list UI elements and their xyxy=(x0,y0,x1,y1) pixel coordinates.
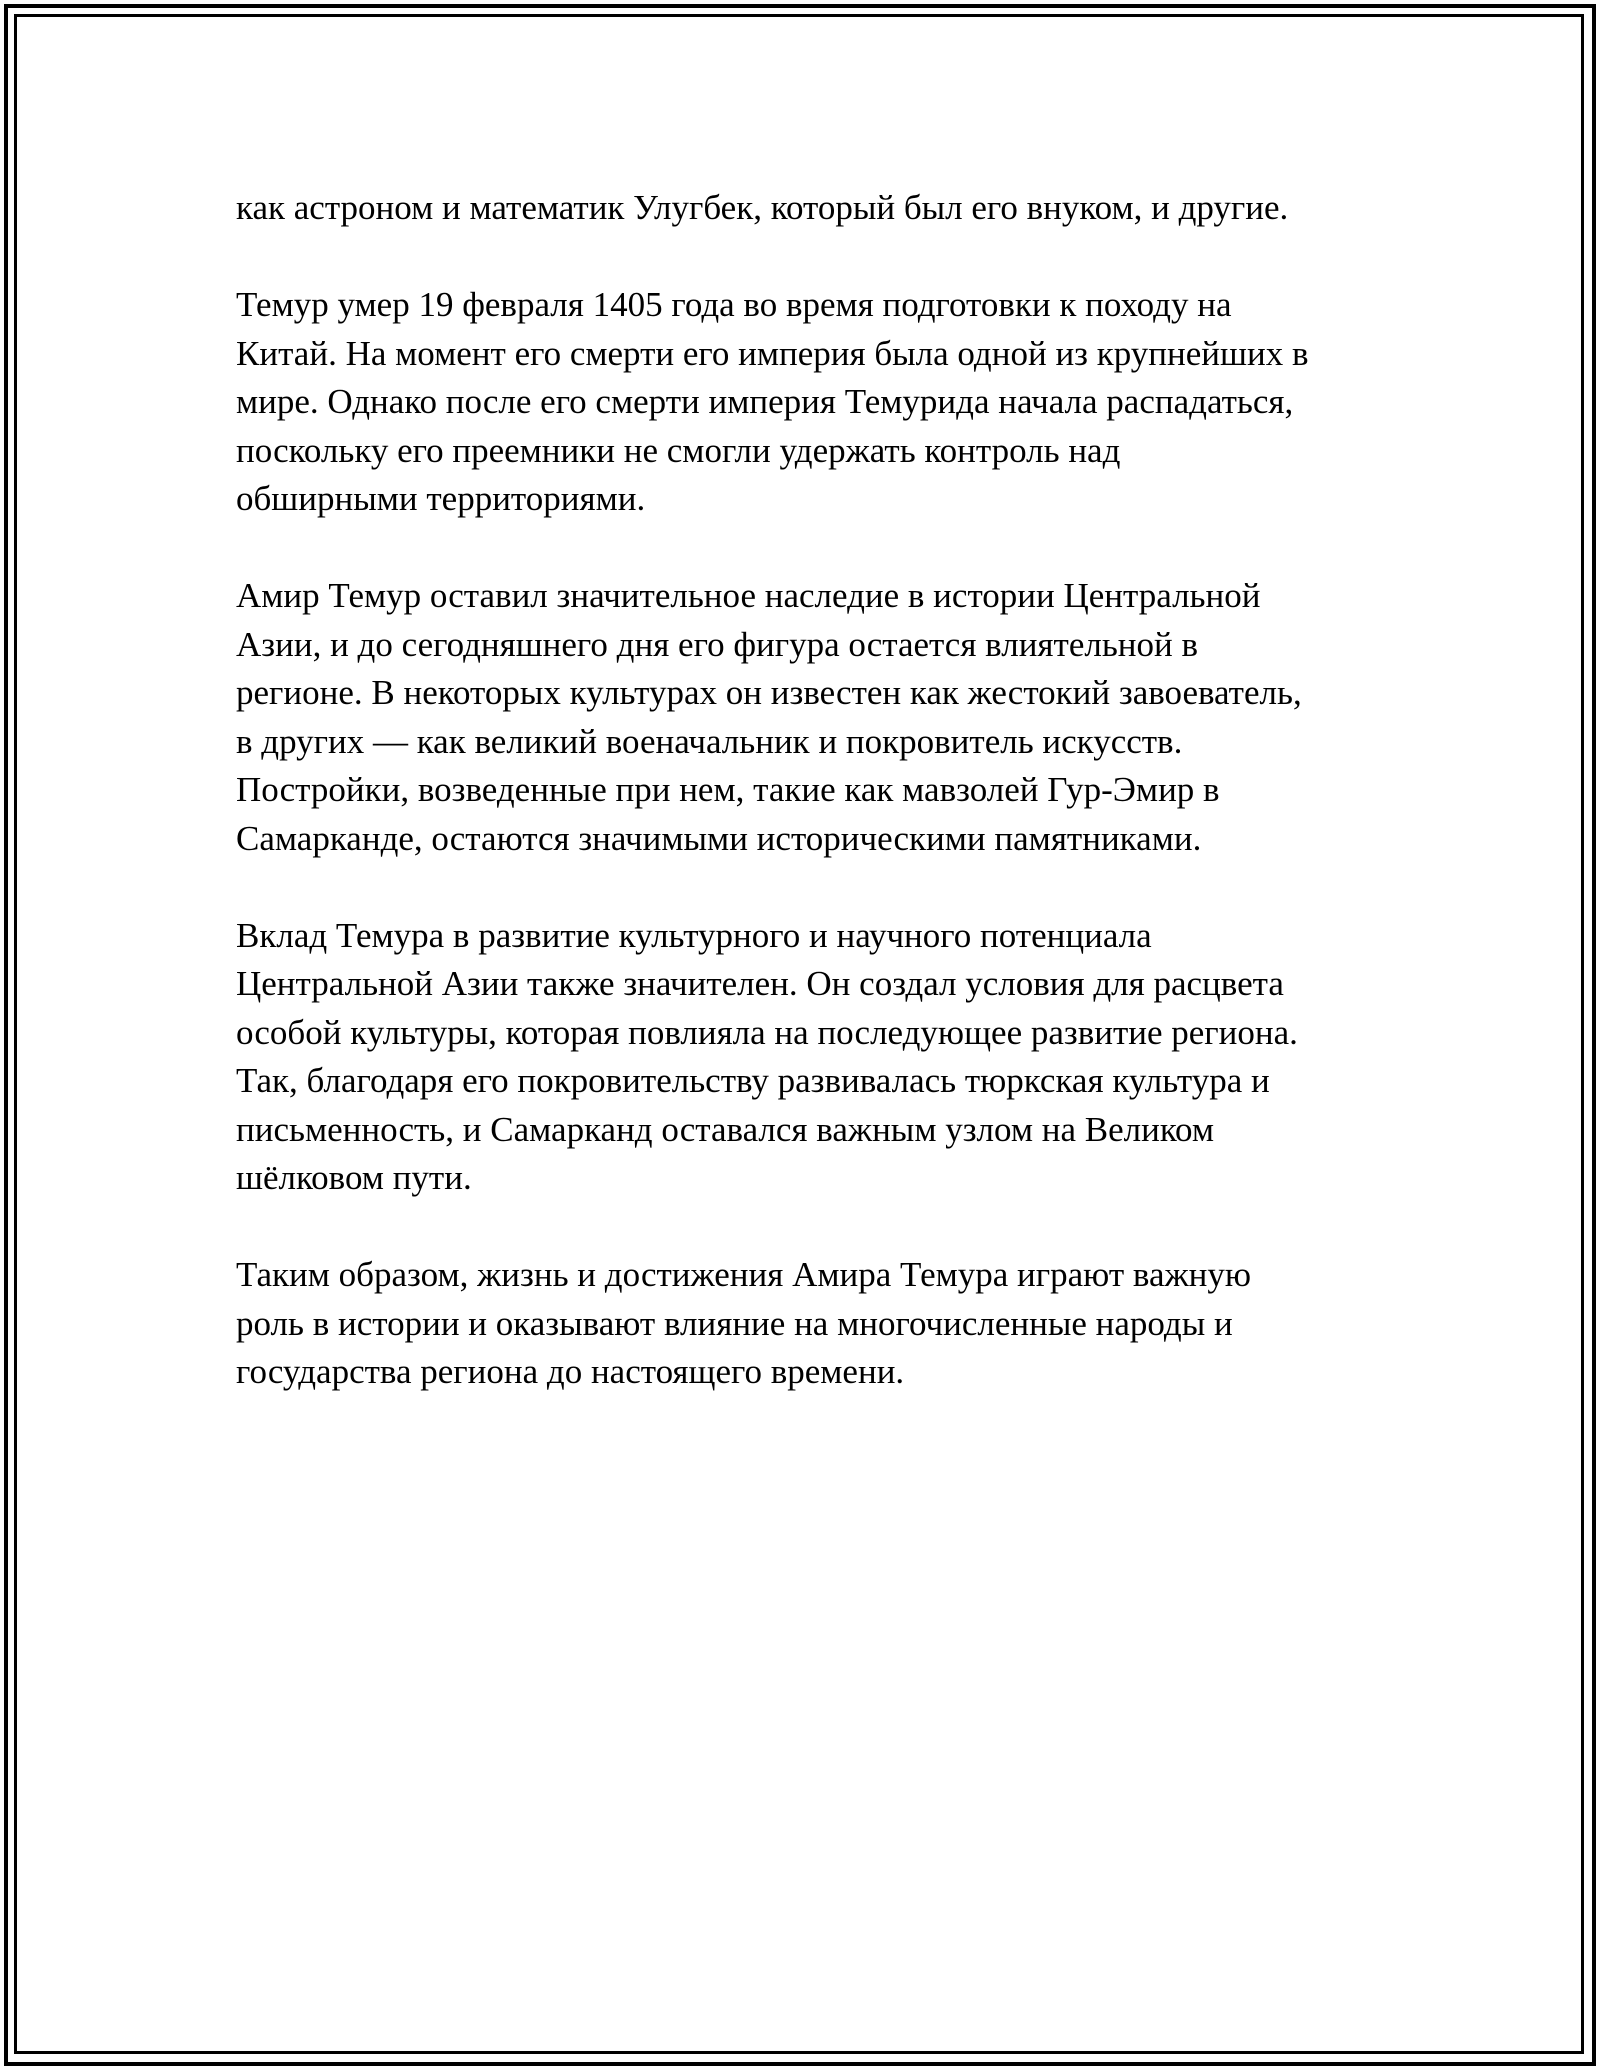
paragraph-3: Амир Темур оставил значительное наследие в истории Центральной Азии, и до сегодняшнего дня его фигура остается влиятельной в регионе. В некоторых культурах он известен как жестокий завоеватель, в других — как великий военачальник и покровитель искусств. Постройки, возведенные при нем, такие как мавзолей Гур-Эмир в Самарканде, остаются значимыми историческими памятниками. xyxy=(236,576,1302,858)
paragraph-4: Вклад Темура в развитие культурного и научного потенциала Центральной Азии также значителен. Он создал условия для расцвета особой культуры, которая повлияла на последующее развитие региона. Так, благодаря его покровительству развивалась тюркская культура и письменность, и Самарканд оставался важным узлом на Великом шёлковом пути. xyxy=(236,915,1298,1197)
paragraph-1: как астроном и математик Улугбек, который был его внуком, и другие. xyxy=(236,188,1289,227)
document-body xyxy=(236,184,1386,1445)
paragraph-5: Таким образом, жизнь и достижения Амира Темура играют важную роль в истории и оказывают влияние на многочисленные народы и государства региона до настоящего времени. xyxy=(236,1255,1252,1391)
paragraph-2: Темур умер 19 февраля 1405 года во время подготовки к походу на Китай. На момент его смерти его империя была одной из крупнейших в мире. Однако после его смерти империя Темурида начала распадаться, поскольку его преемники не смогли удержать контроль над обширными территориями. xyxy=(236,285,1309,518)
